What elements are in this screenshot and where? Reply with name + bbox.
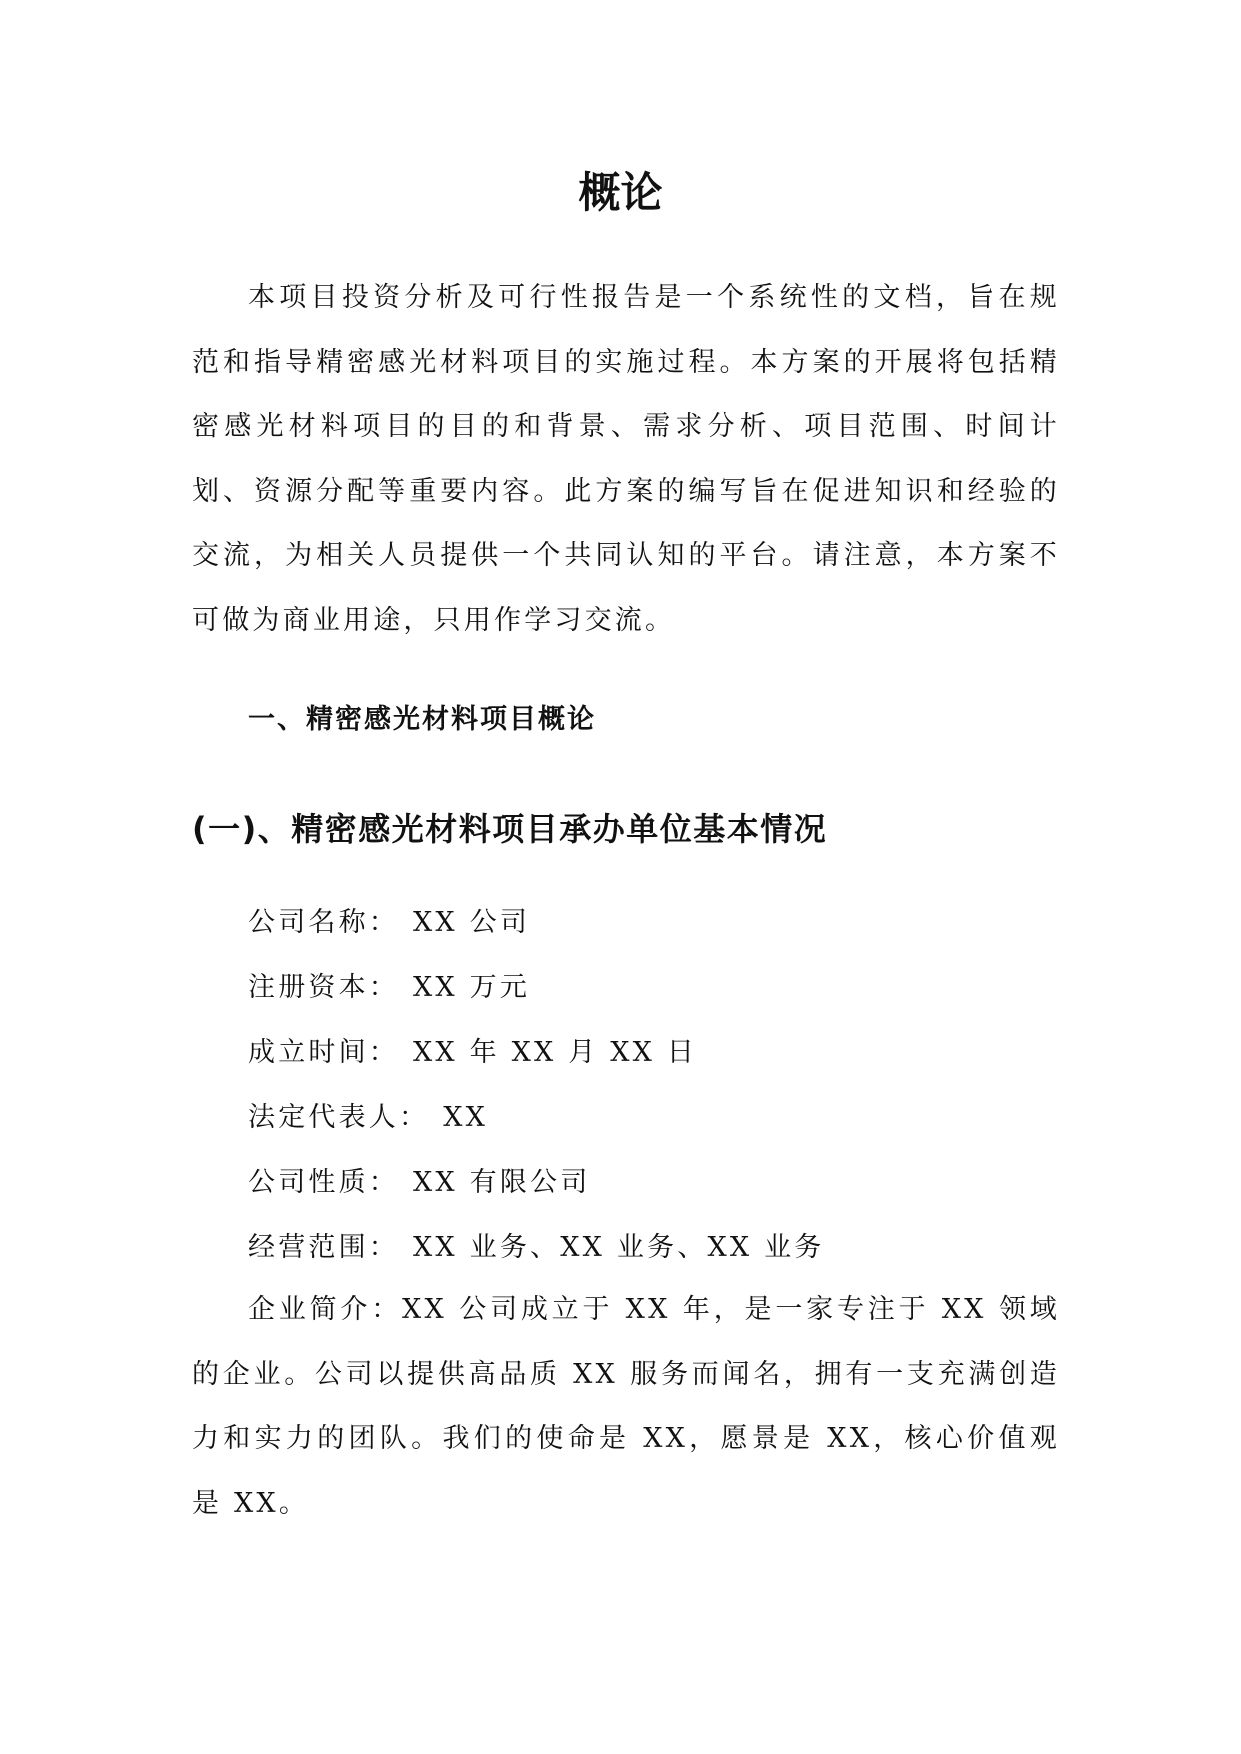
legal-representative-label: 法定代表人： <box>248 1102 430 1133</box>
founding-date-value: XX 年 XX 月 XX 日 <box>413 1037 698 1068</box>
subsection-heading: (一)、精密感光材料项目承办单位基本情况 <box>192 810 828 848</box>
intro-paragraph: 本项目投资分析及可行性报告是一个系统性的文档，旨在规范和指导精密感光材料项目的实施过程。本方案的开展将包括精密感光材料项目的目的和背景、需求分析、项目范围、时间计划、资源分配等重要内容。此方案的编写旨在促进知识和经验的交流，为相关人员提供一个共同认知的平台。请注意，本方案不可做为商业用途，只用作学习交流。 <box>192 282 1060 636</box>
business-scope-value: XX 业务、XX 业务、XX 业务 <box>413 1232 825 1263</box>
company-name-line <box>248 903 530 943</box>
legal-representative-value: XX <box>443 1102 489 1133</box>
company-type-label: 公司性质： <box>248 1167 399 1198</box>
company-name-label: 公司名称： <box>248 907 399 938</box>
company-name-value: XX 公司 <box>413 907 531 938</box>
business-scope-label: 经营范围： <box>248 1232 399 1263</box>
page-title: 概论 <box>578 168 663 217</box>
founding-date-line <box>248 1033 697 1073</box>
registered-capital-value: XX 万元 <box>413 972 531 1003</box>
section-heading: 一、精密感光材料项目概论 <box>248 704 596 735</box>
registered-capital-line <box>248 968 530 1008</box>
business-scope-line <box>248 1228 824 1268</box>
legal-representative-line <box>248 1098 488 1138</box>
company-type-value: XX 有限公司 <box>413 1167 591 1198</box>
company-type-line <box>248 1163 590 1203</box>
company-profile-paragraph: 企业简介：XX 公司成立于 XX 年，是一家专注于 XX 领域的企业。公司以提供高品质 XX 服务而闻名，拥有一支充满创造力和实力的团队。我们的使命是 XX，愿景是 XX，核心价值观是 XX。 <box>192 1294 1060 1519</box>
registered-capital-label: 注册资本： <box>248 972 399 1003</box>
founding-date-label: 成立时间： <box>248 1037 399 1068</box>
